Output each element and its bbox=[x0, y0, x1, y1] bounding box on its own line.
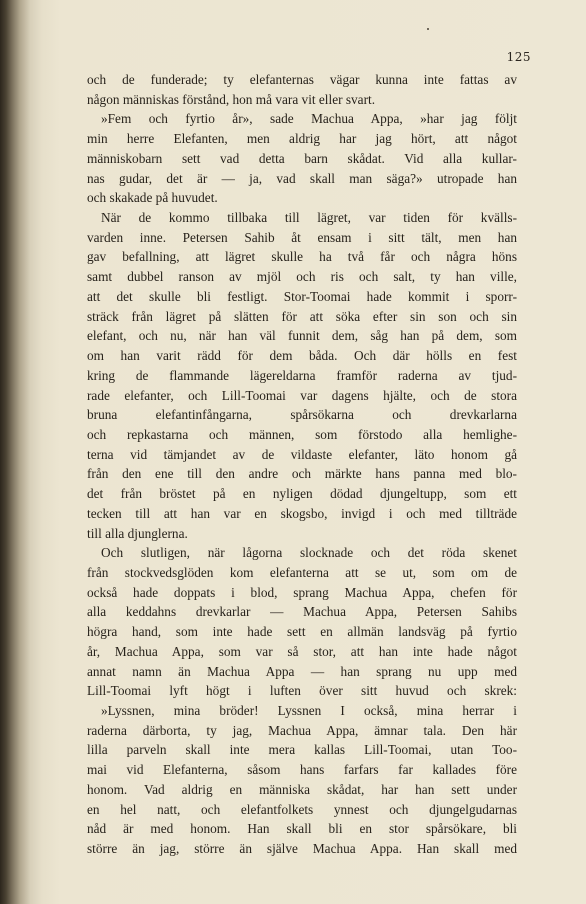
page-number: 125 bbox=[506, 50, 531, 64]
text-line: från stockvedsglöden kom elefanterna att se ut, som om de bbox=[87, 564, 517, 580]
text-line: högra hand, som inte hade sett en allmän landsväg på fyrtio bbox=[87, 624, 517, 640]
text-line: det från bröstet på en nyligen dödad djungeltupp, som ett bbox=[87, 486, 517, 502]
text-line: kring de flammande lägereldarna framför raderna av tjud- bbox=[87, 367, 517, 383]
text-line: min herre Elefanten, men aldrig har jag hört, att något bbox=[87, 131, 517, 147]
text-line: och repkastarna och männen, som förstodo alla hemlighe- bbox=[87, 426, 517, 442]
text-line: Lill-Toomai lyft högt i luften över sitt huvud och skrek: bbox=[87, 683, 517, 699]
text-line: »Fem och fyrtio år», sade Machua Appa, »har jag följt bbox=[101, 111, 517, 127]
body-text bbox=[87, 70, 517, 859]
text-line: nas gudar, det är — ja, vad skall man säga?» utropade han bbox=[87, 170, 517, 186]
text-line: en hel natt, och elefantfolkets ynnest och djungelgudarnas bbox=[87, 801, 517, 817]
text-line: Och slutligen, när lågorna slocknade och det röda skenet bbox=[101, 545, 517, 561]
text-line: nåd är med honom. Han skall bli en stor spårsökare, bli bbox=[87, 821, 517, 837]
text-line: sträck från lägret på slätten för att söka efter sin son och sin bbox=[87, 308, 517, 324]
text-line: samt dubbel ranson av mjöl och ris och salt, ty han ville, bbox=[87, 269, 517, 285]
text-line: annat namn än Machua Appa — han sprang nu upp med bbox=[87, 663, 517, 679]
print-speck bbox=[427, 28, 429, 30]
text-line: också hade doppats i blod, sprang Machua Appa, chefen för bbox=[87, 584, 517, 600]
text-line: rade elefanter, och Lill-Toomai var dagens hjälte, och de stora bbox=[87, 387, 517, 403]
text-line: människobarn sett vad detta barn skådat. Vid alla kullar- bbox=[87, 150, 517, 166]
text-line: »Lyssnen, mina bröder! Lyssnen I också, mina herrar i bbox=[101, 703, 517, 718]
text-line: om han varit rädd för dem båda. Och där hölls en fest bbox=[87, 348, 517, 364]
text-line: att det skulle bli festligt. Stor-Toomai hade kommit i sporr- bbox=[87, 288, 517, 304]
text-line: från den ene till den andre och märkte hans panna med blo- bbox=[87, 466, 517, 482]
text-line: varden inne. Petersen Sahib åt ensam i sitt tält, men han bbox=[87, 229, 517, 245]
text-line: och de funderade; ty elefanternas vägar kunna inte fattas av bbox=[87, 72, 517, 87]
text-line: terna vid tämjandet av de vildaste elefanter, läto honom gå bbox=[87, 446, 517, 462]
text-line: år, Machua Appa, som var så stor, att han inte hade något bbox=[87, 643, 517, 659]
text-line: och skakade på huvudet. bbox=[87, 190, 218, 206]
text-line: gav befallning, att lägret skulle ha två får och några höns bbox=[87, 249, 517, 265]
text-line: När de kommo tillbaka till lägret, var tiden för kvälls- bbox=[101, 210, 517, 226]
text-line: mai vid Elefanterna, såsom hans farfars far kallades före bbox=[87, 762, 517, 778]
text-line: någon människas förstånd, hon må vara vit eller svart. bbox=[87, 91, 376, 107]
text-line: bruna elefantinfångarna, spårsökarna och drevkarlarna bbox=[87, 407, 517, 423]
text-line: elefant, och nu, när han väl funnit dem, såg han på dem, som bbox=[87, 328, 517, 344]
text-line: alla keddahns drevkarlar — Machua Appa, Petersen Sahibs bbox=[87, 604, 517, 620]
text-line: tecken till att han var en skogsbo, invigd i och med tillträde bbox=[87, 505, 517, 521]
text-line: till alla djunglerna. bbox=[87, 525, 188, 541]
text-line: raderna därborta, ty jag, Machua Appa, ämnar tala. Den här bbox=[87, 722, 517, 738]
text-line: honom. Vad aldrig en människa skådat, har han sett under bbox=[87, 781, 517, 797]
text-line: större än jag, större än själve Machua Appa. Han skall med bbox=[87, 841, 517, 857]
text-line: lilla parveln skall inte mera kallas Lill-Toomai, utan Too- bbox=[87, 742, 517, 758]
